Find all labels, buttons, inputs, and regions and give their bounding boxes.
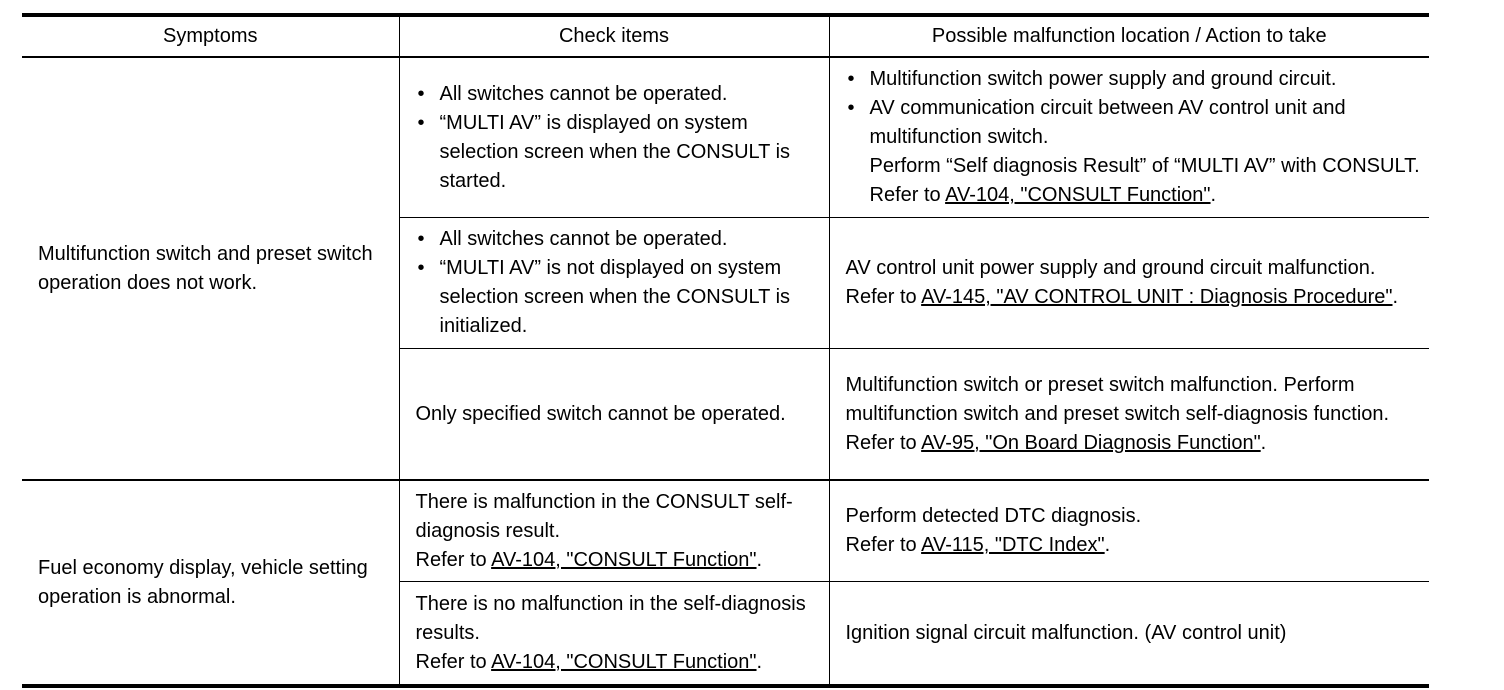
reference-link[interactable]: AV-145, "AV CONTROL UNIT : Diagnosis Procedure" [921,286,1393,308]
reference-link[interactable]: AV-104, "CONSULT Function" [945,184,1211,206]
header-check-items: Check items [399,15,829,57]
punctuation: . [1210,184,1217,206]
reference-link[interactable]: AV-115, "DTC Index" [921,534,1105,556]
punctuation: . [1104,534,1111,556]
check-items-list [416,225,815,341]
list-item: • All switches cannot be operated. [416,225,815,254]
refer-text: Refer to [415,548,492,571]
header-row [22,15,1429,57]
reference-link[interactable]: AV-104, "CONSULT Function" [491,548,757,571]
check-text: Only specified switch cannot be operated. [415,402,786,425]
header-symptoms: Symptoms [163,25,258,47]
punctuation: . [1392,286,1399,308]
list-item: • All switches cannot be operated. [416,80,815,109]
action-text: Ignition signal circuit malfunction. (AV control unit) [845,621,1287,644]
action-text: Perform detected DTC diagnosis. [845,505,1142,527]
action-cell [829,218,1429,349]
check-items-cell [399,480,829,582]
list-item [846,94,1422,210]
check-items-cell [399,349,829,481]
check-items-cell [399,218,829,349]
check-items-cell [399,582,829,687]
check-text: There is malfunction in the CONSULT self-diagnosis result. [415,490,793,542]
reference-link[interactable]: AV-95, "On Board Diagnosis Function" [921,431,1261,454]
symptom-cell [22,480,399,686]
action-cell [829,480,1429,582]
refer-text: Refer to [845,534,922,556]
action-cell [829,57,1429,218]
list-item: • “MULTI AV” is displayed on system selection screen when the CONSULT is started. [416,109,815,196]
action-text: Perform “Self diagnosis Result” of “MULTI AV” with CONSULT. Refer to [869,155,1420,206]
table-row [22,57,1429,218]
refer-text: Refer to [415,650,492,673]
check-text: There is no malfunction in the self-diagnosis results. [415,592,806,644]
list-item: • Multifunction switch power supply and ground circuit. [846,65,1422,94]
action-text: AV control unit power supply and ground circuit malfunction. Refer to [845,257,1376,308]
check-items-cell [399,57,829,218]
action-text: Multifunction switch or preset switch malfunction. Perform multifunction switch and preset switch self-diagnosis function. Refer to [845,373,1390,454]
action-cell [829,582,1429,687]
reference-link[interactable]: AV-104, "CONSULT Function" [491,650,757,673]
header-action: Possible malfunction location / Action to take [829,15,1429,57]
diagnosis-table [22,13,1429,688]
action-cell [829,349,1429,481]
punctuation: . [756,650,763,673]
punctuation: . [756,548,763,571]
table-row [22,480,1429,582]
symptom-text: Multifunction switch and preset switch operation does not work. [38,242,373,294]
symptom-cell [22,57,399,480]
list-item: • “MULTI AV” is not displayed on system selection screen when the CONSULT is initialized. [416,254,815,341]
symptom-text: Fuel economy display, vehicle setting operation is abnormal. [38,556,368,608]
check-items-list [416,80,815,196]
list-item-text: AV communication circuit between AV control unit and multifunction switch. [869,97,1346,148]
punctuation: . [1260,431,1267,454]
action-items-list [846,65,1422,210]
